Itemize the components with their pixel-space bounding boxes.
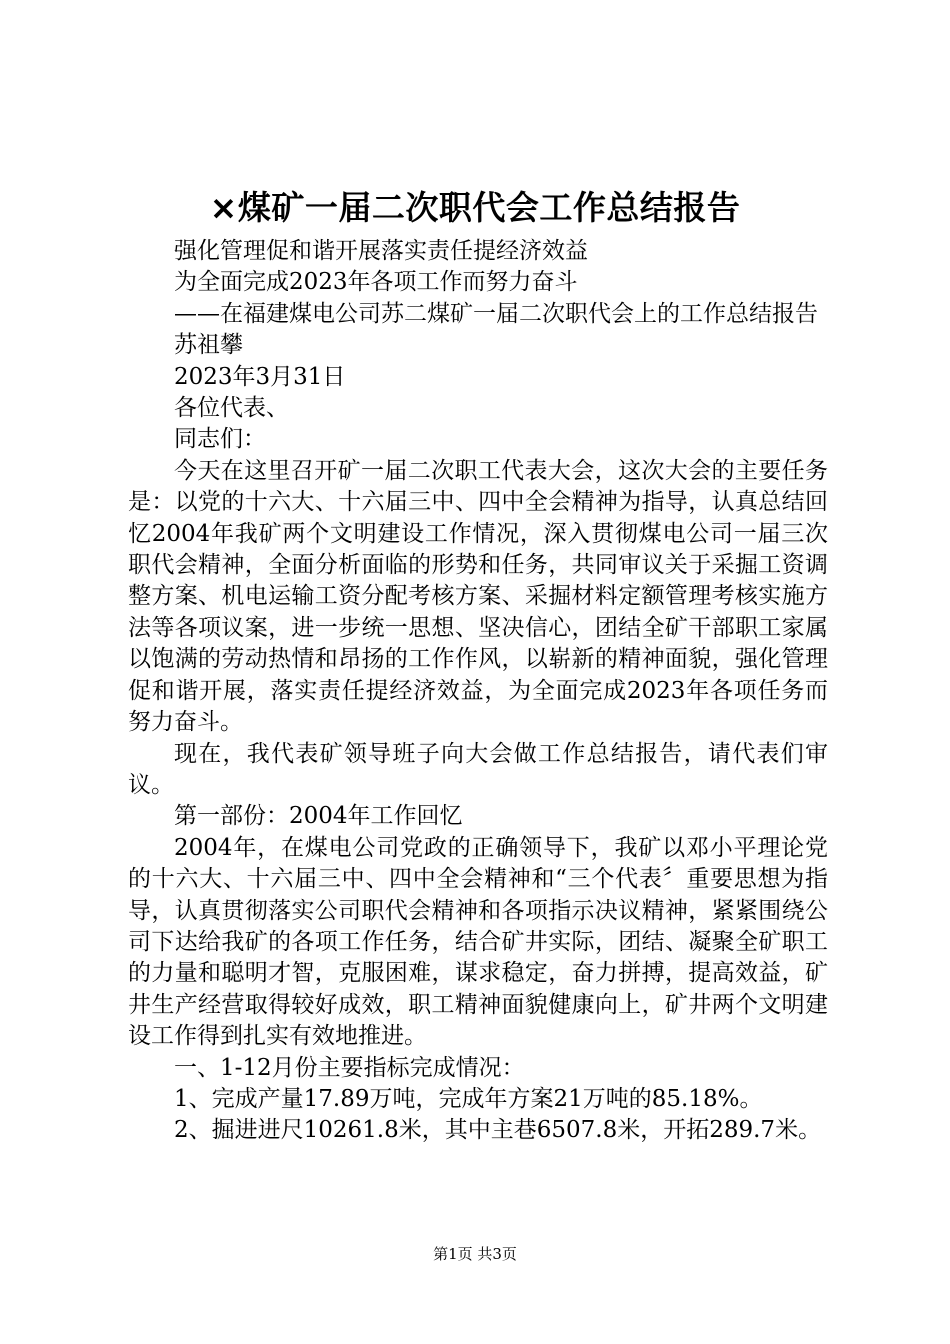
paragraph-report: 现在，我代表矿领导班子向大会做工作总结报告，请代表们审议。 <box>128 740 828 798</box>
indicator-item-2: 2、掘进进尺10261.8米，其中主巷6507.8米，开拓289.7米。 <box>174 1117 822 1144</box>
subsection-heading-indicators: 一、1-12月份主要指标完成情况： <box>174 1054 525 1081</box>
author-name: 苏祖攀 <box>174 332 243 359</box>
page-footer: 第1页 共3页 <box>433 1245 517 1263</box>
paragraph-review: 2004年，在煤电公司党政的正确领导下，我矿以邓小平理论党的十六大、十六届三中、四中全会精神和“三个代表〞重要思想为指导，认真贯彻落实公司职代会精神和各项指示决议精神，紧紧围绕公司下达给我矿的各项工作任务，结合矿井实际，团结、凝聚全矿职工的力量和聪明才智，克服困难，谋求稳定，奋力拼搏，提高效益，矿井生产经营取得较好成效，职工精神面貌健康向上，矿井两个文明建设工作得到扎实有效地推进。 <box>128 834 828 1050</box>
document-title: ×煤矿一届二次职代会工作总结报告 <box>209 188 741 227</box>
subtitle-line-3: ——在福建煤电公司苏二煤矿一届二次职代会上的工作总结报告 <box>174 300 818 327</box>
subtitle-line-1: 强化管理促和谐开展落实责任提经济效益 <box>174 238 588 264</box>
paragraph-intro: 今天在这里召开矿一届二次职工代表大会，这次大会的主要任务是：以党的十六大、十六届三中、四中全会精神为指导，认真总结回忆2004年我矿两个文明建设工作情况，深入贯彻煤电公司一届三次职代会精神，全面分析面临的形势和任务，共同审议关于采掘工资调整方案、机电运输工资分配考核方案、采掘材料定额管理考核实施方法等各项议案，进一步统一思想、坚决信心，团结全矿干部职工家属以饱满的劳动热情和昂扬的工作作风，以崭新的精神面貌，强化管理促和谐开展，落实责任提经济效益，为全面完成2023年各项任务而努力奋斗。 <box>128 457 828 736</box>
salutation-2: 同志们： <box>174 426 266 453</box>
document-body <box>128 236 828 1147</box>
subtitle-line-2: 为全面完成2023年各项工作而努力奋斗 <box>174 269 578 296</box>
salutation-1: 各位代表、 <box>174 395 289 422</box>
report-date: 2023年3月31日 <box>174 363 346 390</box>
section-heading-part-1: 第一部份：2004年工作回忆 <box>174 803 463 830</box>
indicator-item-1: 1、完成产量17.89万吨，完成年方案21万吨的85.18%。 <box>174 1085 763 1112</box>
